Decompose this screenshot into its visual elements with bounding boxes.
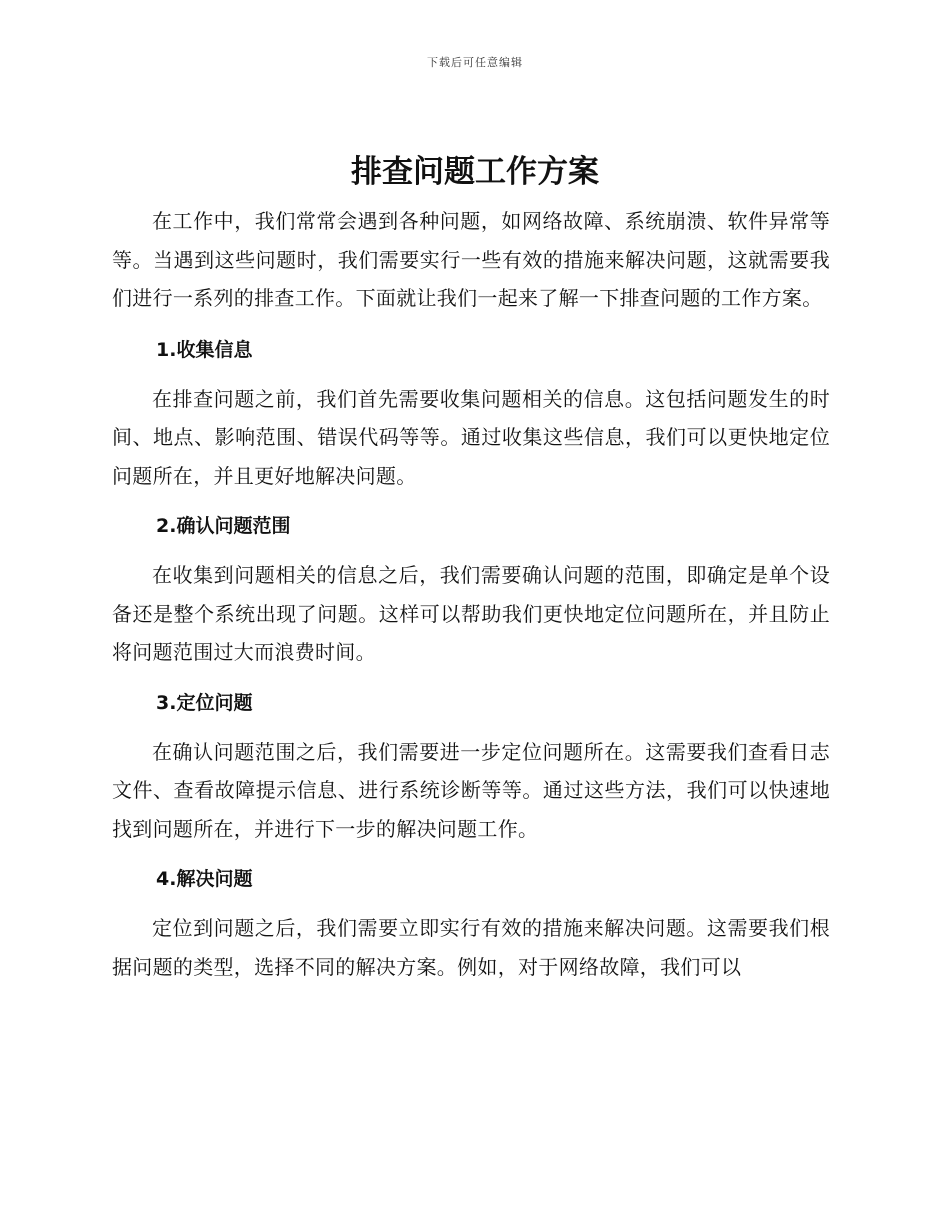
document-title: 排查问题工作方案 xyxy=(351,154,599,190)
section-body-confirm-scope: 在收集到问题相关的信息之后，我们需要确认问题的范围，即确定是单个设备还是整个系统出现了问题。这样可以帮助我们更快地定位问题所在，并且防止将问题范围过大而浪费时间。 xyxy=(112,563,830,664)
document-body xyxy=(112,202,830,986)
section-heading-collect-info: 1.收集信息 xyxy=(156,338,253,361)
section-body-solve-problem: 定位到问题之后，我们需要立即实行有效的措施来解决问题。这需要我们根据问题的类型，选择不同的解决方案。例如，对于网络故障，我们可以 xyxy=(112,916,830,979)
section-heading-solve-problem: 4.解决问题 xyxy=(156,868,253,890)
section-body-collect-info: 在排查问题之前，我们首先需要收集问题相关的信息。这包括问题发生的时间、地点、影响范围、错误代码等等。通过收集这些信息，我们可以更快地定位问题所在，并且更好地解决问题。 xyxy=(112,386,830,488)
section-heading-locate-problem: 3.定位问题 xyxy=(156,691,253,714)
section-body-locate-problem: 在确认问题范围之后，我们需要进一步定位问题所在。这需要我们查看日志文件、查看故障提示信息、进行系统诊断等等。通过这些方法，我们可以快速地找到问题所在，并进行下一步的解决问题工作。 xyxy=(112,739,830,841)
header-note: 下载后可任意编辑 xyxy=(427,56,523,69)
section-heading-confirm-scope: 2.确认问题范围 xyxy=(156,515,291,537)
intro-paragraph: 在工作中，我们常常会遇到各种问题，如网络故障、系统崩溃、软件异常等等。当遇到这些问题时，我们需要实行一些有效的措施来解决问题，这就需要我们进行一系列的排查工作。下面就让我们一起来了解一下排查问题的工作方案。 xyxy=(112,209,830,310)
